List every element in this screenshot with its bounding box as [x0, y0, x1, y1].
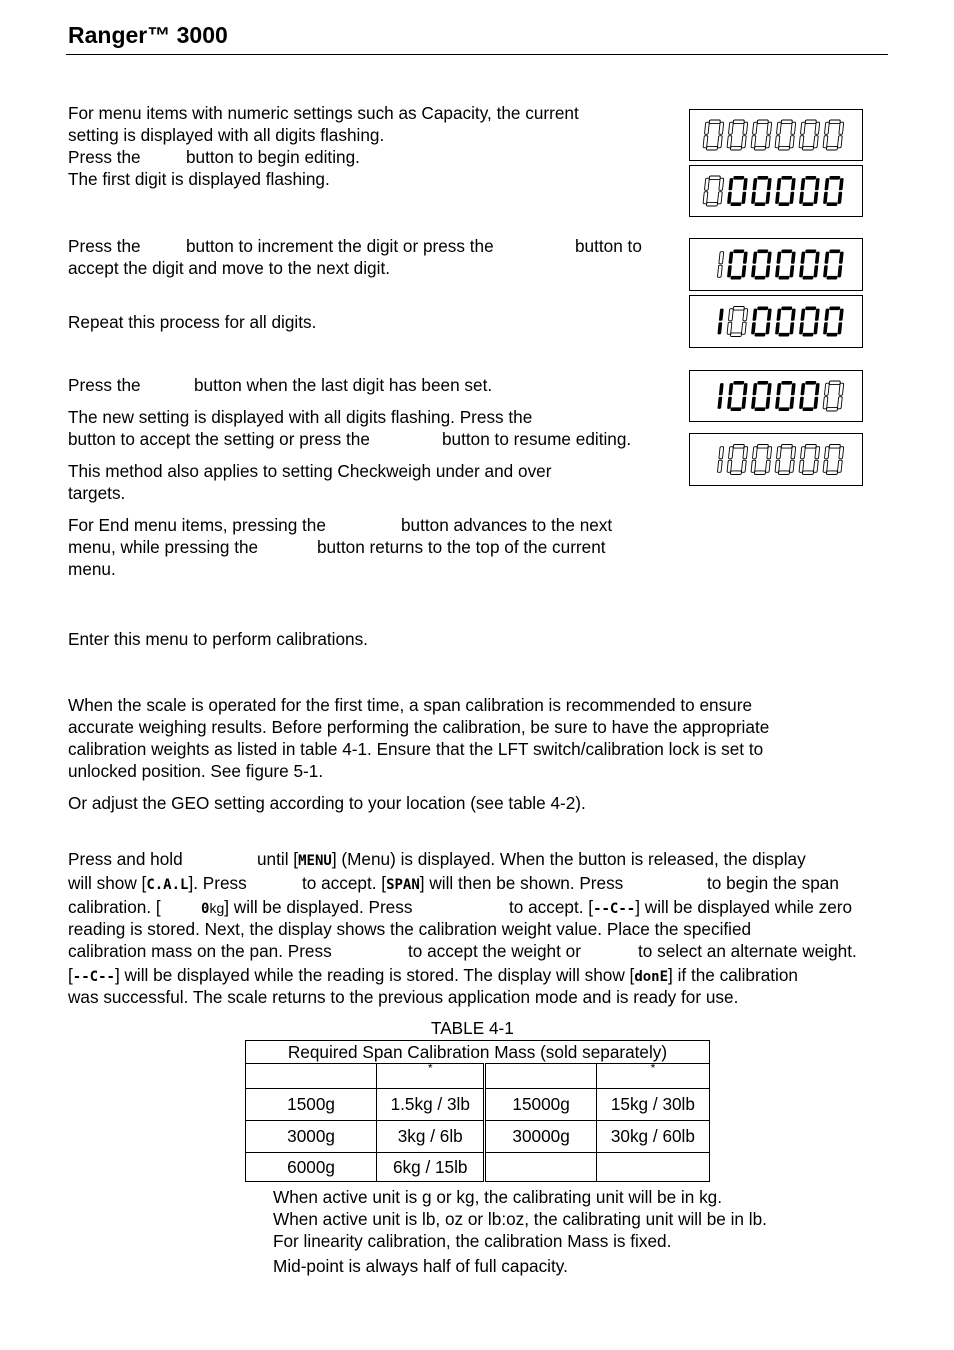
calib-para2: Or adjust the GEO setting according to your location (see table 4-2).: [68, 793, 586, 813]
lcd-digit: [823, 381, 844, 411]
lcd-digit: [799, 250, 820, 280]
lcd-digits: [690, 296, 862, 347]
calib-intro: Enter this menu to perform calibrations.: [68, 629, 368, 649]
lcd-display: [689, 295, 863, 348]
sec2-line2: accept the digit and move to the next digit.: [68, 258, 390, 278]
sec2-line1a: Press the: [68, 236, 141, 256]
lcd-digit: [823, 445, 844, 475]
proc-l3a: calibration. [: [68, 897, 161, 917]
lcd-digits: [690, 239, 862, 290]
lcd-digit: [727, 176, 748, 206]
calibration-table: [245, 1040, 710, 1182]
lcd-digit: [751, 307, 772, 337]
lcd-digit: [727, 445, 748, 475]
lcd-digit: [799, 120, 820, 150]
lcd-digit: [727, 307, 748, 337]
lcd-digit: [717, 252, 723, 278]
lcd-digit: [799, 381, 820, 411]
proc-l3c: to accept. [--C--] will be displayed while zero: [509, 897, 853, 917]
proc-l3-seg: 0kg] will be displayed. Press: [201, 897, 413, 917]
lcd-digits: [690, 166, 862, 216]
sec4-line5: targets.: [68, 483, 126, 503]
lcd-digit: [727, 120, 748, 150]
calib-para1-line: When the scale is operated for the first time, a span calibration is recommended to ensure: [68, 695, 753, 715]
lcd-digit: [751, 120, 772, 150]
table-row: 6000g 6kg / 15lb: [246, 1153, 710, 1182]
lcd-digit: [823, 250, 844, 280]
proc-l5a: calibration mass on the pan. Press: [68, 941, 332, 961]
lcd-digits: [690, 371, 862, 421]
sec4-line1b: button when the last digit has been set.: [194, 375, 493, 395]
sec1-line3b: button to begin editing.: [186, 147, 360, 167]
calib-para1-line: accurate weighing results. Before performing the calibration, be sure to have the appropriate: [68, 717, 770, 737]
lcd-digit: [727, 250, 748, 280]
lcd-digit: [751, 176, 772, 206]
lcd-display: [689, 370, 863, 422]
sec4-line1a: Press the: [68, 375, 141, 395]
seg-c: --C--: [72, 969, 115, 985]
lcd-digit: [775, 250, 796, 280]
sec3-line1: Repeat this process for all digits.: [68, 312, 317, 332]
table-row: 1500g 1.5kg / 3lb 15000g 15kg / 30lb: [246, 1089, 710, 1121]
lcd-digit: [717, 309, 723, 335]
seg-cal: C.A.L: [146, 877, 189, 893]
sec1-line3a: Press the: [68, 147, 141, 167]
table-caption: TABLE 4-1: [431, 1018, 514, 1038]
table-header: Required Span Calibration Mass (sold separately): [246, 1041, 710, 1064]
sec4-line6a: For End menu items, pressing the: [68, 515, 326, 535]
note-line: When active unit is lb, oz or lb:oz, the calibrating unit will be in lb.: [273, 1209, 767, 1229]
lcd-display: [689, 433, 863, 486]
proc-l2e: to begin the span: [707, 873, 839, 893]
proc-l4: reading is stored. Next, the display shows the calibration weight value. Place the specified: [68, 919, 752, 939]
table-row: 3000g 3kg / 6lb 30000g 30kg / 60lb: [246, 1121, 710, 1153]
seg-span: SPAN: [386, 877, 420, 893]
seg-done: donE: [634, 969, 669, 985]
proc-l1b: until [MENU] (Menu) is displayed. When the button is released, the display: [257, 849, 806, 869]
lcd-digit: [775, 307, 796, 337]
table-header-row: [246, 1041, 710, 1064]
lcd-digit: [799, 445, 820, 475]
sec4-line3a: button to accept the setting or press the: [68, 429, 370, 449]
lcd-digit: [703, 120, 724, 150]
proc-l2a: will show [C.A.L]. Press: [68, 873, 247, 893]
proc-l5b: to accept the weight or: [408, 941, 581, 961]
sec4-line3b: button to resume editing.: [442, 429, 632, 449]
proc-l2c: to accept. [SPAN] will then be shown. Press: [302, 873, 624, 893]
lcd-digit: [775, 445, 796, 475]
sec4-line8: menu.: [68, 559, 116, 579]
lcd-digit: [717, 383, 723, 409]
sec4-line6b: button advances to the next: [401, 515, 613, 535]
proc-l1a: Press and hold: [68, 849, 183, 869]
proc-l6: [--C--] will be displayed while the reading is stored. The display will show [donE] if the calibration: [68, 965, 798, 985]
calib-para1-line: unlocked position. See figure 5-1.: [68, 761, 324, 781]
asterisk: *: [596, 1064, 709, 1089]
lcd-digits: [690, 110, 862, 160]
sec4-line2: The new setting is displayed with all digits flashing. Press the: [68, 407, 533, 427]
note-line: When active unit is g or kg, the calibrating unit will be in kg.: [273, 1187, 723, 1207]
sec4-line7a: menu, while pressing the: [68, 537, 259, 557]
lcd-digit: [823, 120, 844, 150]
sec2-line1c: button to: [575, 236, 642, 256]
lcd-digit: [799, 176, 820, 206]
unit-kg: kg: [209, 900, 225, 916]
lcd-digit: [717, 447, 723, 473]
lcd-digit: [823, 176, 844, 206]
lcd-display: [689, 238, 863, 291]
lcd-digit: [775, 381, 796, 411]
lcd-display: [689, 165, 863, 217]
proc-l7: was successful. The scale returns to the previous application mode and is ready for use.: [68, 987, 739, 1007]
seg-zero: 0: [201, 901, 210, 917]
sec2-line1b: button to increment the digit or press the: [186, 236, 494, 256]
seg-c: --C--: [593, 901, 636, 917]
table-row: [246, 1064, 710, 1089]
lcd-digit: [751, 445, 772, 475]
lcd-digit: [775, 120, 796, 150]
sec4-line7b: button returns to the top of the current: [317, 537, 606, 557]
sec1-line4: The first digit is displayed flashing.: [68, 169, 330, 189]
calib-para1-line: calibration weights as listed in table 4-1. Ensure that the LFT switch/calibration lock is set to: [68, 739, 764, 759]
note-line: Mid-point is always half of full capacity.: [273, 1256, 568, 1276]
header-rule: [66, 54, 888, 55]
sec1-line2: setting is displayed with all digits flashing.: [68, 125, 385, 145]
seg-menu: MENU: [298, 853, 332, 869]
lcd-digit: [823, 307, 844, 337]
lcd-display: [689, 109, 863, 161]
sec1-line1: For menu items with numeric settings such as Capacity, the current: [68, 103, 579, 123]
lcd-digit: [727, 381, 748, 411]
lcd-digits: [690, 434, 862, 485]
proc-l5c: to select an alternate weight.: [638, 941, 857, 961]
lcd-digit: [751, 250, 772, 280]
note-line: For linearity calibration, the calibration Mass is fixed.: [273, 1231, 672, 1251]
asterisk: *: [377, 1064, 485, 1089]
lcd-digit: [751, 381, 772, 411]
lcd-digit: [799, 307, 820, 337]
sec4-line4: This method also applies to setting Checkweigh under and over: [68, 461, 552, 481]
lcd-digit: [775, 176, 796, 206]
lcd-digit: [703, 176, 724, 206]
page-title: Ranger™ 3000: [68, 22, 228, 48]
